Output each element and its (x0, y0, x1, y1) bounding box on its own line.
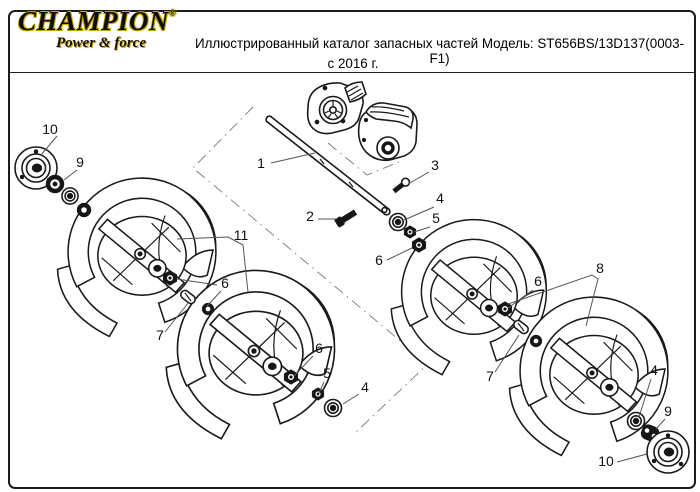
callout-4-right: 4 (650, 362, 658, 378)
bearing-left (46, 175, 64, 193)
washer-left-top (62, 188, 78, 204)
spacer-left-top (77, 203, 91, 217)
callout-4-bottom: 4 (361, 379, 369, 395)
brand-wordmark: CHAMPION® (18, 6, 176, 36)
callout-9-left: 9 (76, 154, 84, 170)
shear-bolt (392, 177, 411, 194)
callout-7-right: 7 (486, 368, 494, 384)
callout-7-left: 7 (156, 327, 164, 343)
callout-8: 8 (596, 260, 604, 276)
callout-10-right: 10 (598, 453, 614, 469)
callout-11: 11 (233, 227, 249, 243)
washer-center (390, 214, 407, 231)
hex-bolt (334, 208, 357, 227)
gearbox-housing-left-half (308, 82, 366, 134)
callout-5-bottom: 5 (323, 365, 331, 381)
callout-4-center: 4 (436, 190, 444, 206)
washer-right-bottom (628, 413, 645, 430)
callout-5-center: 5 (432, 210, 440, 226)
callout-6-right: 6 (534, 273, 542, 289)
brand-tagline: Power & force (56, 35, 146, 51)
gearbox-housing-right-half (359, 103, 417, 160)
callout-1: 1 (257, 155, 265, 171)
callout-6-left: 6 (221, 275, 229, 291)
spacer-right-mid (530, 335, 542, 347)
callout-6-center: 6 (375, 252, 383, 268)
callout-6-bottom: 6 (315, 340, 323, 356)
bearing-flange-right (647, 431, 689, 473)
washer-left-bottom (325, 400, 342, 417)
callout-3: 3 (431, 157, 439, 173)
callout-9-right: 9 (664, 403, 672, 419)
page-title-line2: с 2016 г. (327, 56, 379, 71)
callout-10-left: 10 (42, 121, 58, 137)
registered-mark: ® (169, 8, 176, 18)
callout-2: 2 (306, 208, 314, 224)
page-title-line1: Иллюстрированный каталог запасных частей Модель: ST656BS/13D137(0003-F1) (194, 36, 685, 66)
